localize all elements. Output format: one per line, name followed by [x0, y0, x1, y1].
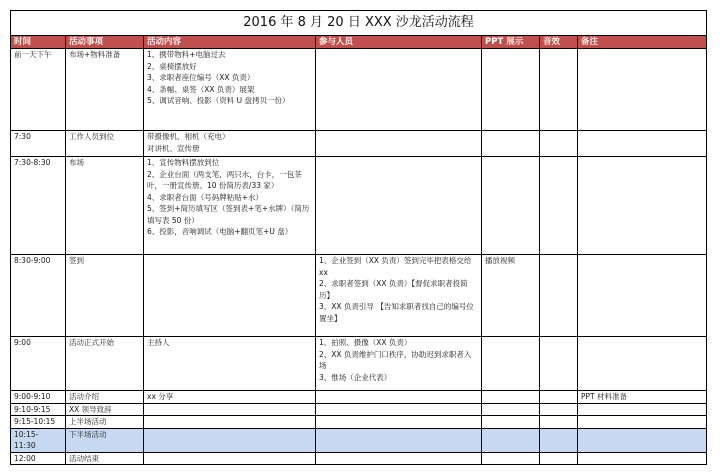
note-cell [578, 416, 707, 429]
time-cell: 9:10-9:15 [11, 403, 66, 416]
content-cell [144, 49, 316, 131]
header-item: 活动事项 [66, 36, 144, 49]
table-row [11, 337, 707, 391]
schedule-sheet [10, 10, 706, 465]
people-cell [316, 255, 482, 337]
people-cell [316, 337, 482, 391]
ppt-cell [482, 157, 540, 255]
header-note: 备注 [578, 36, 707, 49]
content-cell-line: 带摄像机、相机（充电） [147, 132, 230, 141]
people-cell-line: 3、惟场（企业代表） [319, 372, 392, 382]
item-cell: XX 领导致辞 [66, 403, 144, 416]
content-cell [144, 452, 316, 465]
header-ppt: PPT 展示 [482, 36, 540, 49]
ppt-cell [482, 403, 540, 416]
people-cell-line: 1、拍照、摄像（XX 负责） [319, 338, 412, 347]
content-cell-line: 4、条幅、桌签（XX 负责）展架 [147, 84, 255, 94]
table-row [11, 157, 707, 255]
content-cell-line: 主持人 [147, 338, 170, 347]
people-cell-line: 1、企业签到（XX 负责）签到完毕把表格交给 xx [319, 256, 472, 277]
content-cell-line: 3、求职者座位编号（XX 负责） [147, 73, 255, 82]
time-cell: 9:00-9:10 [11, 391, 66, 404]
note-cell [578, 452, 707, 465]
time-cell: 前一天下午 [11, 49, 66, 131]
content-cell [144, 157, 316, 255]
people-cell-line: 3、XX 负责引导 【告知求职者找自己的编号位置坐】 [319, 302, 474, 323]
ppt-cell [482, 391, 540, 404]
item-cell: 布场+物料准备 [66, 49, 144, 131]
table-row [11, 428, 707, 452]
sound-cell [540, 157, 578, 255]
sound-cell [540, 403, 578, 416]
item-cell: 工作人员到位 [66, 131, 144, 157]
header-time: 时间 [11, 36, 66, 49]
ppt-cell [482, 49, 540, 131]
ppt-cell [482, 416, 540, 429]
sound-cell [540, 337, 578, 391]
note-cell: PPT 材料准备 [578, 391, 707, 404]
note-cell [578, 157, 707, 255]
ppt-cell [482, 337, 540, 391]
time-cell: 9:15-10:15 [11, 416, 66, 429]
ppt-cell [482, 452, 540, 465]
time-cell: 12:00 [11, 452, 66, 465]
note-cell [578, 131, 707, 157]
item-cell: 签到 [66, 255, 144, 337]
table-row [11, 131, 707, 157]
table-row [11, 416, 707, 429]
content-cell-line: 5、签到+简历填写区（签到表+笔+水牌）（简历填写表 50 份） [147, 204, 310, 225]
content-cell [144, 403, 316, 416]
people-cell-line: 2、XX 负责维护门口秩序，协助迟到求职者入场 [319, 349, 472, 370]
sound-cell [540, 131, 578, 157]
content-cell-line: 1、携带物料+电脑过去 [147, 50, 226, 59]
table-row [11, 391, 707, 404]
header-row [11, 36, 707, 49]
note-cell [578, 49, 707, 131]
table-row [11, 452, 707, 465]
sound-cell [540, 255, 578, 337]
note-cell [578, 337, 707, 391]
time-cell: 7:30-8:30 [11, 157, 66, 255]
item-cell: 活动介绍 [66, 391, 144, 404]
content-cell-line: xx 分享 [147, 392, 174, 401]
people-cell [316, 391, 482, 404]
item-cell: 上半场活动 [66, 416, 144, 429]
sound-cell [540, 428, 578, 452]
sound-cell [540, 391, 578, 404]
content-cell-line: 对讲机、宣传册 [147, 143, 200, 153]
people-cell-line: 2、求职者签到（XX 负责）【督促求职者投简历】 [319, 279, 468, 300]
content-cell-line: 5、调试音响、投影（资料 U 盘拷贝一份） [147, 96, 290, 105]
time-cell: 10:15- 11:30 [11, 428, 66, 452]
ppt-cell [482, 131, 540, 157]
item-cell: 活动正式开始 [66, 337, 144, 391]
header-people: 参与人员 [316, 36, 482, 49]
table-row [11, 49, 707, 131]
header-content: 活动内容 [144, 36, 316, 49]
content-cell-line: 2、桌椅摆放好 [147, 61, 197, 71]
note-cell [578, 255, 707, 337]
header-sound: 音效 [540, 36, 578, 49]
content-cell-line: 4、求职者台面（号码牌粘贴+水） [147, 192, 264, 202]
people-cell [316, 403, 482, 416]
content-cell-line: 6、投影，音响调试（电脑+翻页笔+U 盘） [147, 227, 293, 236]
people-cell [316, 131, 482, 157]
page-title: 2016 年 8 月 20 日 XXX 沙龙活动流程 [11, 11, 707, 36]
content-cell [144, 428, 316, 452]
people-cell [316, 428, 482, 452]
ppt-cell: 播放视频 [482, 255, 540, 337]
item-cell: 布场 [66, 157, 144, 255]
table-row [11, 403, 707, 416]
people-cell [316, 416, 482, 429]
time-cell: 9:00 [11, 337, 66, 391]
content-cell-line: 1、宣传物料摆放到位 [147, 158, 220, 167]
content-cell [144, 337, 316, 391]
note-cell [578, 428, 707, 452]
content-cell [144, 131, 316, 157]
note-cell [578, 403, 707, 416]
item-cell: 下半场活动 [66, 428, 144, 452]
table-row [11, 255, 707, 337]
time-cell: 7:30 [11, 131, 66, 157]
schedule-table [10, 10, 707, 465]
content-cell [144, 391, 316, 404]
ppt-cell [482, 428, 540, 452]
sound-cell [540, 416, 578, 429]
item-cell: 活动结束 [66, 452, 144, 465]
people-cell [316, 157, 482, 255]
sound-cell [540, 452, 578, 465]
content-cell [144, 255, 316, 337]
sound-cell [540, 49, 578, 131]
time-cell: 8:30-9:00 [11, 255, 66, 337]
people-cell [316, 452, 482, 465]
content-cell [144, 416, 316, 429]
content-cell-line: 2、企业台面（两支笔，两只水，台卡，一包茶叶，一册宣传册、10 份简历表/33 家） [147, 169, 302, 190]
people-cell [316, 49, 482, 131]
